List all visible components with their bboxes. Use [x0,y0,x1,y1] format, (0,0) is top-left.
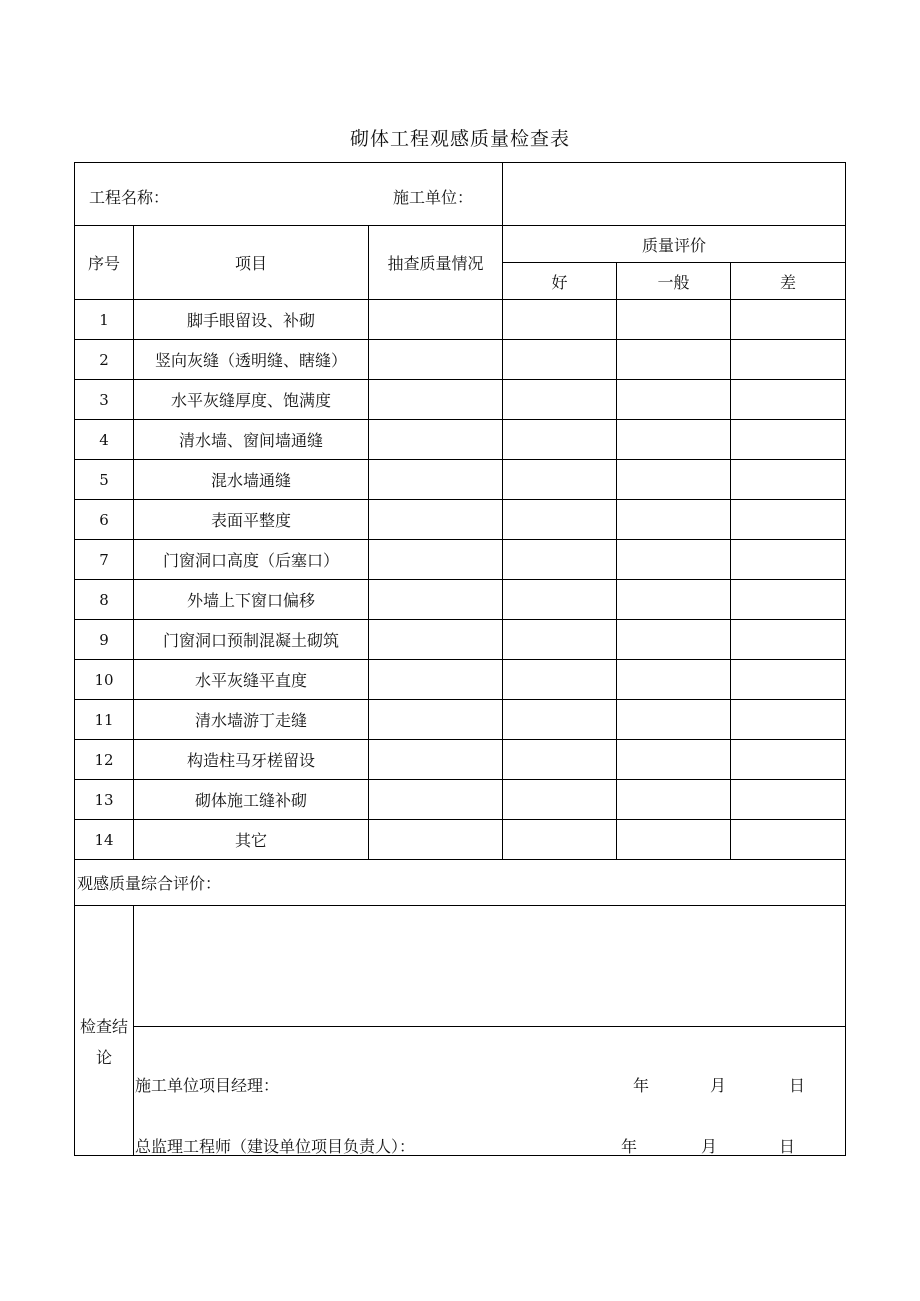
row-inspection-cell[interactable] [369,540,503,580]
manager-year-label: 年 [633,1076,650,1095]
supervisor-line [135,1134,841,1154]
row-seq: 14 [75,820,134,860]
row-seq: 9 [75,620,134,660]
inspection-header: 抽查质量情况 [369,226,503,300]
row-seq: 4 [75,420,134,460]
conclusion-row [75,906,846,1027]
row-seq: 6 [75,500,134,540]
table-row [75,580,846,620]
project-info-cell [75,163,503,226]
table-row [75,380,846,420]
row-inspection-cell[interactable] [369,740,503,780]
row-average-cell[interactable] [617,740,731,780]
table-row [75,700,846,740]
poor-header: 差 [731,263,846,300]
row-poor-cell[interactable] [731,620,846,660]
manager-label: 施工单位项目经理： [135,1076,280,1095]
row-average-cell[interactable] [617,620,731,660]
table-row [75,660,846,700]
header-row [75,163,846,226]
row-good-cell[interactable] [503,740,617,780]
row-inspection-cell[interactable] [369,620,503,660]
row-seq: 13 [75,780,134,820]
row-average-cell[interactable] [617,580,731,620]
row-average-cell[interactable] [617,780,731,820]
supervisor-month-label: 月 [701,1137,718,1156]
table-row [75,420,846,460]
conclusion-label [75,906,134,1156]
row-inspection-cell[interactable] [369,300,503,340]
column-header-row [75,226,846,263]
row-inspection-cell[interactable] [369,420,503,460]
table-row [75,820,846,860]
row-good-cell[interactable] [503,540,617,580]
row-average-cell[interactable] [617,460,731,500]
row-good-cell[interactable] [503,620,617,660]
row-poor-cell[interactable] [731,460,846,500]
row-item: 清水墙游丁走缝 [134,700,369,740]
row-average-cell[interactable] [617,500,731,540]
average-header: 一般 [617,263,731,300]
row-item: 门窗洞口高度（后塞口） [134,540,369,580]
table-row [75,300,846,340]
row-good-cell[interactable] [503,500,617,540]
row-item: 其它 [134,820,369,860]
row-poor-cell[interactable] [731,340,846,380]
conclusion-label-line2: 论 [95,1048,112,1067]
row-poor-cell[interactable] [731,300,846,340]
row-seq: 12 [75,740,134,780]
good-header: 好 [503,263,617,300]
row-average-cell[interactable] [617,820,731,860]
supervisor-label: 总监理工程师（建设单位项目负责人）： [135,1137,416,1156]
row-good-cell[interactable] [503,420,617,460]
row-poor-cell[interactable] [731,580,846,620]
row-average-cell[interactable] [617,340,731,380]
item-header: 项目 [134,226,369,300]
signature-cell [134,1027,846,1156]
row-item: 表面平整度 [134,500,369,540]
row-item: 外墙上下窗口偏移 [134,580,369,620]
row-inspection-cell[interactable] [369,780,503,820]
row-item: 砌体施工缝补砌 [134,780,369,820]
row-item: 清水墙、窗间墙通缝 [134,420,369,460]
row-good-cell[interactable] [503,780,617,820]
row-item: 水平灰缝平直度 [134,660,369,700]
row-inspection-cell[interactable] [369,500,503,540]
manager-month-label: 月 [710,1076,727,1095]
row-seq: 1 [75,300,134,340]
row-good-cell[interactable] [503,340,617,380]
row-good-cell[interactable] [503,580,617,620]
row-item: 混水墙通缝 [134,460,369,500]
row-average-cell[interactable] [617,660,731,700]
table-row [75,780,846,820]
row-inspection-cell[interactable] [369,380,503,420]
supervisor-day-label: 日 [779,1137,796,1156]
row-poor-cell[interactable] [731,740,846,780]
row-inspection-cell[interactable] [369,700,503,740]
conclusion-label-line1: 检查结 [79,1017,128,1036]
row-inspection-cell[interactable] [369,660,503,700]
row-poor-cell[interactable] [731,820,846,860]
row-average-cell[interactable] [617,420,731,460]
row-poor-cell[interactable] [731,380,846,420]
row-good-cell[interactable] [503,300,617,340]
row-inspection-cell[interactable] [369,580,503,620]
row-poor-cell[interactable] [731,500,846,540]
manager-day-label: 日 [789,1076,806,1095]
table-row [75,500,846,540]
row-item: 门窗洞口预制混凝土砌筑 [134,620,369,660]
inspection-table [74,162,846,1156]
row-item: 水平灰缝厚度、饱满度 [134,380,369,420]
row-item: 脚手眼留设、补砌 [134,300,369,340]
supervisor-year-label: 年 [621,1137,638,1156]
row-inspection-cell[interactable] [369,340,503,380]
row-good-cell[interactable] [503,380,617,420]
row-average-cell[interactable] [617,380,731,420]
construction-unit-field[interactable] [503,163,846,226]
table-row [75,340,846,380]
evaluation-header: 质量评价 [503,226,846,263]
overall-evaluation-label[interactable]: 观感质量综合评价： [75,860,846,906]
seq-header: 序号 [75,226,134,300]
row-poor-cell[interactable] [731,540,846,580]
row-seq: 5 [75,460,134,500]
row-good-cell[interactable] [503,820,617,860]
row-good-cell[interactable] [503,700,617,740]
row-inspection-cell[interactable] [369,460,503,500]
row-seq: 11 [75,700,134,740]
table-row [75,740,846,780]
signature-row [75,1027,846,1156]
row-inspection-cell[interactable] [369,820,503,860]
row-seq: 8 [75,580,134,620]
overall-evaluation-row [75,860,846,906]
row-good-cell[interactable] [503,460,617,500]
row-poor-cell[interactable] [731,420,846,460]
row-seq: 7 [75,540,134,580]
row-good-cell[interactable] [503,660,617,700]
row-poor-cell[interactable] [731,780,846,820]
row-average-cell[interactable] [617,300,731,340]
page-title: 砌体工程观感质量检查表 [349,128,570,150]
table-row [75,540,846,580]
construction-unit-label: 施工单位： [393,188,474,207]
row-poor-cell[interactable] [731,700,846,740]
table-row [75,620,846,660]
table-row [75,460,846,500]
row-seq: 2 [75,340,134,380]
conclusion-text-area[interactable] [134,906,846,1027]
row-item: 构造柱马牙槎留设 [134,740,369,780]
project-name-label: 工程名称： [89,188,170,207]
row-poor-cell[interactable] [731,660,846,700]
row-seq: 10 [75,660,134,700]
row-seq: 3 [75,380,134,420]
row-item: 竖向灰缝（透明缝、瞎缝） [134,340,369,380]
row-average-cell[interactable] [617,540,731,580]
manager-line [135,1073,841,1093]
row-average-cell[interactable] [617,700,731,740]
